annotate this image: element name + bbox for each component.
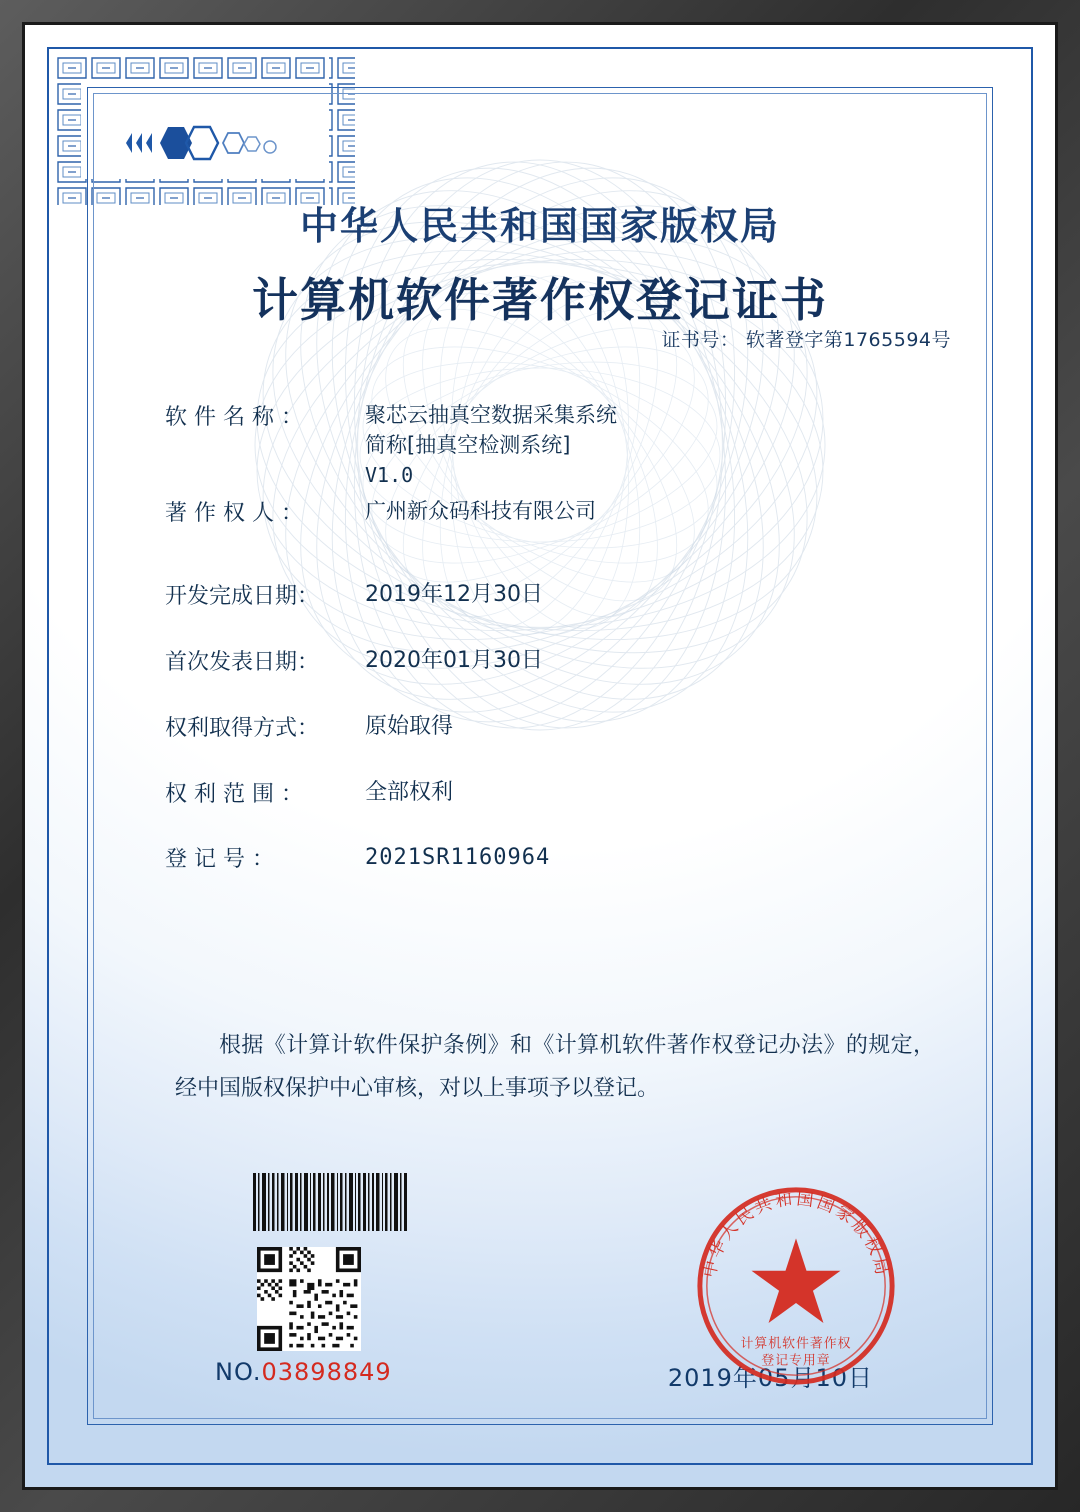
detail-list	[165, 579, 995, 874]
field-value: 2021SR1160964	[365, 845, 551, 871]
field-label: 著 作 权 人 ：	[165, 500, 303, 526]
certificate-frame	[22, 22, 1058, 1490]
serial-number	[215, 1358, 392, 1386]
certificate-number-label: 证书号：	[661, 329, 740, 351]
software-short-name: 简称[抽真空检测系统]	[365, 433, 571, 458]
field-label: 登 记 号 ：	[165, 847, 274, 873]
field-rights-scope	[165, 777, 995, 809]
field-label: 首次发表日期：	[165, 649, 320, 675]
field-first-publish-date	[165, 645, 995, 677]
legal-statement: 根据《计算计软件保护条例》和《计算机软件著作权登记办法》的规定，经中国版权保护中心审核，对以上事项予以登记。	[175, 1033, 935, 1101]
field-value	[365, 400, 617, 490]
field-copyright-owner	[165, 496, 995, 527]
field-label: 权利取得方式：	[165, 715, 320, 741]
serial-value: 03898849	[261, 1358, 392, 1386]
field-acquisition-method	[165, 711, 995, 743]
field-value: 2020年01月30日	[365, 647, 543, 673]
certificate-number	[661, 325, 951, 352]
certificate-heading	[25, 195, 1055, 330]
field-list	[165, 400, 995, 908]
page-title: 计算机软件著作权登记证书	[252, 273, 828, 327]
field-label: 开发完成日期：	[165, 583, 320, 609]
field-dev-complete-date	[165, 579, 995, 611]
barcode-icon	[253, 1173, 409, 1231]
copyright-owner-value: 广州新众码科技有限公司	[365, 498, 596, 523]
field-value: 原始取得	[365, 713, 454, 739]
seal-outer-text: 中华人民共和国国家版权局	[698, 1188, 894, 1280]
field-label: 权 利 范 围 ：	[165, 781, 303, 807]
qr-code-icon	[257, 1247, 361, 1351]
field-value: 全部权利	[365, 779, 454, 805]
software-name-value: 聚芯云抽真空数据采集系统	[365, 403, 617, 427]
seal-line2: 登记专用章	[761, 1353, 831, 1369]
five-pointed-star-icon	[752, 1238, 841, 1323]
seal-line1: 计算机软件著作权	[740, 1336, 852, 1352]
field-label: 软 件 名 称 ：	[165, 405, 303, 430]
software-version: V1.0	[365, 462, 414, 487]
certificate-surface	[25, 25, 1055, 1487]
field-software-name	[165, 400, 995, 490]
certificate-number-value: 软著登字第1765594号	[745, 329, 951, 351]
serial-label: NO.	[215, 1358, 262, 1386]
issuing-authority: 中华人民共和国国家版权局	[299, 204, 780, 248]
official-red-seal-icon	[687, 1177, 905, 1395]
hexagon-cluster-logo-icon	[120, 113, 310, 173]
field-value: 2019年12月30日	[365, 581, 543, 607]
field-registration-number	[165, 842, 995, 874]
issue-date: 2019年05月10日	[667, 1364, 873, 1392]
